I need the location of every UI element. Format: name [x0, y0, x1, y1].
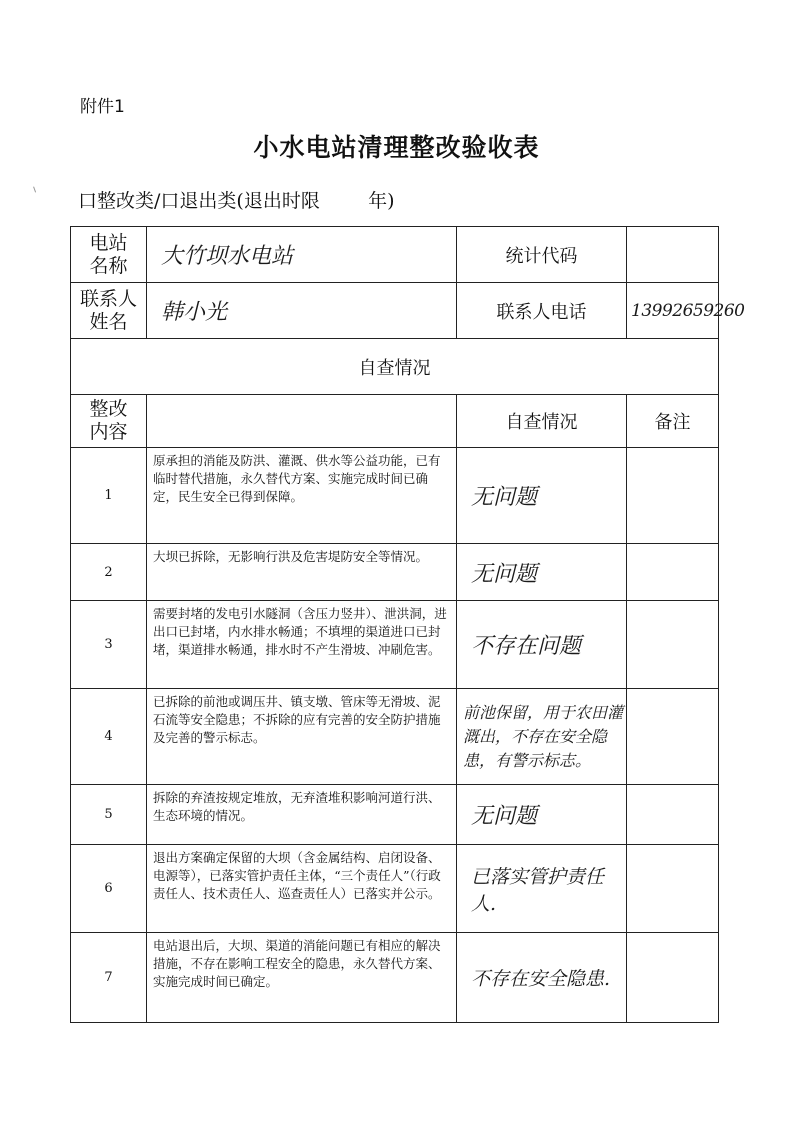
row-self-check[interactable]: 已落实管护责任人.: [457, 845, 627, 933]
contact-phone-value[interactable]: 13992659260: [627, 283, 719, 339]
table-row: [71, 601, 719, 689]
contact-name-label-line2: 姓名: [89, 310, 128, 333]
row-number: 5: [71, 785, 147, 845]
row-content: 电站退出后，大坝、渠道的消能问题已有相应的解决措施，不存在影响工程安全的隐患，永久替代方案、实施完成时间已确定。: [147, 933, 457, 1023]
station-name-value[interactable]: 大竹坝水电站: [147, 227, 457, 283]
station-row: [71, 227, 719, 283]
row-number: 6: [71, 845, 147, 933]
row-content: 需要封堵的发电引水隧洞（含压力竖井）、泄洪洞，进出口已封堵，内水排水畅通；不填埋的渠道进口已封堵，渠道排水畅通，排水时不产生滑坡、冲刷危害。: [147, 601, 457, 689]
row-remark[interactable]: [627, 601, 719, 689]
contact-phone-label: 联系人电话: [457, 283, 627, 339]
column-header-row: [71, 395, 719, 448]
column-content-line2: 内容: [89, 421, 128, 443]
station-name-label: [71, 227, 147, 283]
contact-name-label: [71, 283, 147, 339]
column-content-line1: 整改: [89, 398, 128, 420]
table-row: [71, 845, 719, 933]
table-row: [71, 689, 719, 785]
row-number: 4: [71, 689, 147, 785]
section-title: 自查情况: [71, 339, 719, 395]
row-content: 原承担的消能及防洪、灌溉、供水等公益功能，已有临时替代措施，永久替代方案、实施完成时间已确定，民生安全已得到保障。: [147, 448, 457, 544]
table-row: [71, 544, 719, 601]
contact-name-value[interactable]: 韩小光: [147, 283, 457, 339]
station-name-label-line2: 名称: [89, 254, 128, 277]
row-content: 大坝已拆除，无影响行洪及危害堤防安全等情况。: [147, 544, 457, 601]
column-remarks: 备注: [627, 395, 719, 448]
row-self-check[interactable]: 不存在问题: [457, 601, 627, 689]
contact-name-label-line1: 联系人: [79, 287, 137, 310]
row-content: 拆除的弃渣按规定堆放，无弃渣堆积影响河道行洪、生态环境的情况。: [147, 785, 457, 845]
row-remark[interactable]: [627, 544, 719, 601]
column-self-check: 自查情况: [457, 395, 627, 448]
column-content-label: [71, 395, 147, 448]
table-row: [71, 933, 719, 1023]
category-line: 口整改类/口退出类(退出时限 年): [78, 190, 395, 212]
column-content-blank: [147, 395, 457, 448]
row-number: 2: [71, 544, 147, 601]
attachment-label: 附件1: [80, 97, 125, 117]
row-remark[interactable]: [627, 933, 719, 1023]
table-row: [71, 785, 719, 845]
row-self-check[interactable]: 不存在安全隐患.: [457, 933, 627, 1023]
stat-code-label: 统计代码: [457, 227, 627, 283]
row-self-check[interactable]: 无问题: [457, 448, 627, 544]
row-self-check[interactable]: 无问题: [457, 785, 627, 845]
row-number: 7: [71, 933, 147, 1023]
row-number: 3: [71, 601, 147, 689]
row-remark[interactable]: [627, 785, 719, 845]
row-content: 已拆除的前池或调压井、镇支墩、管床等无滑坡、泥石流等安全隐患；不拆除的应有完善的安全防护措施及完善的警示标志。: [147, 689, 457, 785]
table-row: [71, 448, 719, 544]
page-title: 小水电站清理整改验收表: [253, 133, 540, 162]
row-number: 1: [71, 448, 147, 544]
contact-row: [71, 283, 719, 339]
scan-mark: [33, 185, 39, 192]
inspection-form-table: [70, 226, 745, 1023]
row-self-check[interactable]: 前池保留，用于农田灌溉出，不存在安全隐患，有警示标志。: [457, 689, 627, 785]
row-remark[interactable]: [627, 448, 719, 544]
row-content: 退出方案确定保留的大坝（含金属结构、启闭设备、电源等），已落实管护责任主体，“三个责任人”（行政责任人、技术责任人、巡查责任人）已落实并公示。: [147, 845, 457, 933]
row-remark[interactable]: [627, 845, 719, 933]
row-remark[interactable]: [627, 689, 719, 785]
section-row: [71, 339, 719, 395]
row-self-check[interactable]: 无问题: [457, 544, 627, 601]
stat-code-value[interactable]: [627, 227, 719, 283]
station-name-label-line1: 电站: [89, 231, 128, 254]
